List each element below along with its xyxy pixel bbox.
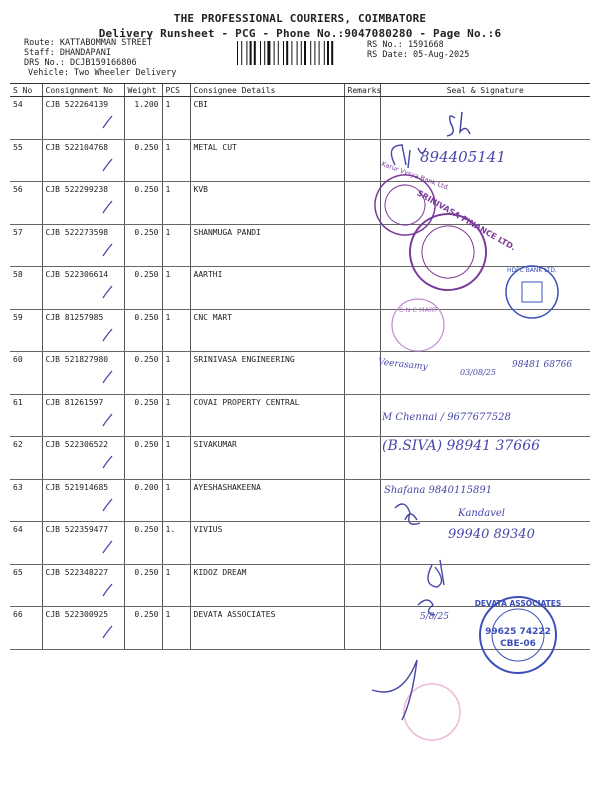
tick-mark-icon: [102, 158, 114, 172]
col-consignment: Consignment No: [42, 84, 124, 97]
cell-weight: 0.250: [124, 224, 162, 267]
cell-consignee: AYESHASHAKEENA: [190, 479, 344, 522]
cell-sno: 54: [10, 97, 42, 140]
barcode-bar: [291, 41, 292, 65]
cell-weight: 0.250: [124, 607, 162, 650]
table-row: [10, 182, 590, 225]
consignment-number: CJB 522104768: [45, 142, 109, 152]
cell-consignment: [42, 522, 124, 565]
handwriting-55: 894405141: [420, 148, 506, 166]
cell-pcs: 1: [162, 394, 190, 437]
barcode-bar: [264, 41, 265, 65]
cell-consignee: KIDOZ DREAM: [190, 564, 344, 607]
cell-weight: 1.200: [124, 97, 162, 140]
cell-sno: 56: [10, 182, 42, 225]
cell-seal-signature: [380, 309, 590, 352]
cell-sno: 59: [10, 309, 42, 352]
svg-text:99625 74222: 99625 74222: [485, 627, 551, 637]
cell-consignee: VIVIUS: [190, 522, 344, 565]
cell-consignment: [42, 352, 124, 395]
col-sno: S No: [10, 84, 42, 97]
drs-no: DRS No.: DCJB159166806: [24, 58, 137, 68]
cell-consignee: DEVATA ASSOCIATES: [190, 607, 344, 650]
tick-mark-icon: [102, 243, 114, 257]
handwriting-62b: (B.SIVA) 98941 37666: [382, 438, 541, 454]
svg-text:Karur Vysya Bank Ltd.: Karur Vysya Bank Ltd.: [380, 159, 451, 192]
rs-date: RS Date: 05-Aug-2025: [367, 50, 470, 60]
cell-sno: 65: [10, 564, 42, 607]
cell-consignee: KVB: [190, 182, 344, 225]
cell-remarks: [344, 394, 380, 437]
cell-consignment: [42, 607, 124, 650]
cell-sno: 55: [10, 139, 42, 182]
cell-pcs: 1: [162, 97, 190, 140]
tick-mark-icon: [102, 455, 114, 469]
tick-mark-icon: [102, 200, 114, 214]
barcode-bar: [304, 41, 306, 65]
consignment-number: CJB 81257985: [45, 312, 104, 322]
cell-pcs: 1: [162, 352, 190, 395]
cell-remarks: [344, 97, 380, 140]
faint-stamp: [404, 684, 460, 740]
cell-remarks: [344, 352, 380, 395]
barcode-bar: [274, 41, 275, 65]
cell-sno: 64: [10, 522, 42, 565]
cell-weight: 0.250: [124, 267, 162, 310]
cell-sno: 57: [10, 224, 42, 267]
cell-remarks: [344, 182, 380, 225]
barcode-bar: [301, 41, 302, 65]
table-row: [10, 309, 590, 352]
tick-mark-icon: [102, 328, 114, 342]
barcode-bar: [310, 41, 311, 65]
company-title: THE PROFESSIONAL COURIERS, COIMBATORE: [173, 12, 427, 25]
cell-remarks: [344, 309, 380, 352]
runsheet-subtitle: Delivery Runsheet - PCG - Phone No.:9047080280 - Page No.:6: [98, 27, 502, 40]
cell-consignment: [42, 182, 124, 225]
barcode-bar: [241, 41, 242, 65]
cell-remarks: [344, 522, 380, 565]
cell-consignment: [42, 437, 124, 480]
cell-consignee: SRINIVASA ENGINEERING: [190, 352, 344, 395]
barcode-bar: [286, 41, 288, 65]
cell-pcs: 1: [162, 309, 190, 352]
cell-remarks: [344, 437, 380, 480]
cell-sno: 61: [10, 394, 42, 437]
handwriting-60c: 98481 68766: [512, 360, 573, 370]
table-header-row: [10, 84, 590, 97]
cell-pcs: 1: [162, 267, 190, 310]
cell-seal-signature: [380, 267, 590, 310]
cell-pcs: 1: [162, 139, 190, 182]
cell-consignee: CBI: [190, 97, 344, 140]
cell-consignee: COVAI PROPERTY CENTRAL: [190, 394, 344, 437]
table-row: [10, 97, 590, 140]
consignment-number: CJB 522306522: [45, 440, 109, 449]
cell-consignee: AARTHI: [190, 267, 344, 310]
handwriting-64: Kandavel: [458, 508, 506, 519]
bottom-scribble: [372, 660, 417, 720]
consignment-number: CJB 522300925: [45, 610, 109, 619]
cell-remarks: [344, 224, 380, 267]
tick-mark-icon: [102, 370, 114, 384]
barcode-bar: [314, 41, 315, 65]
consignment-number: CJB 522359477: [45, 525, 109, 534]
tick-mark-icon: [102, 498, 114, 512]
col-seal-signature: Seal & Signature: [380, 84, 590, 97]
header-right: [367, 40, 469, 60]
cell-weight: 0.250: [124, 394, 162, 437]
svg-text:CBE-06: CBE-06: [500, 639, 536, 649]
handwriting-65: 99940 89340: [448, 527, 535, 542]
consignment-number: CJB 522264139: [45, 100, 109, 109]
cell-remarks: [344, 479, 380, 522]
cell-sno: 63: [10, 479, 42, 522]
cell-weight: 0.250: [124, 352, 162, 395]
col-weight: Weight: [124, 84, 162, 97]
col-remarks: Remarks: [344, 84, 380, 97]
barcode-bar: [260, 41, 261, 65]
barcode-bar: [331, 41, 333, 65]
cell-weight: 0.250: [124, 522, 162, 565]
consignment-number: CJB 81261597: [45, 397, 104, 407]
rs-no: RS No.: 1591668: [367, 40, 444, 50]
table-row: [10, 564, 590, 607]
consignment-number: CJB 522306614: [45, 270, 109, 279]
barcode-bar: [283, 41, 284, 65]
tick-mark-icon: [102, 625, 114, 639]
runsheet-table: [10, 83, 590, 650]
consignment-number: CJB 522299238: [45, 185, 109, 194]
svg-text:C N C MART: C N C MART: [398, 306, 438, 314]
handwriting-63: Shafana 9840115891: [384, 485, 493, 496]
svg-text:SRINIVASA FINANCE LTD.: SRINIVASA FINANCE LTD.: [415, 188, 518, 253]
cell-consignment: [42, 564, 124, 607]
header-left: [24, 38, 176, 78]
tick-mark-icon: [102, 285, 114, 299]
cell-pcs: 1: [162, 479, 190, 522]
barcode-bar: [327, 41, 329, 65]
cell-pcs: 1: [162, 182, 190, 225]
route: Route: KATTABOMMAN STREET: [24, 38, 152, 48]
cell-weight: 0.250: [124, 564, 162, 607]
handwriting-62a: M Chennai / 9677677528: [382, 412, 511, 423]
cell-pcs: 1.: [162, 522, 190, 565]
table-row: [10, 607, 590, 650]
consignment-number: CJB 522273598: [45, 227, 109, 237]
consignment-number: CJB 521827980: [45, 355, 109, 364]
staff: Staff: DHANDAPANI: [24, 48, 111, 58]
cell-remarks: [344, 564, 380, 607]
handwriting-66: 5/8/25: [420, 612, 449, 622]
tick-mark-icon: [102, 115, 114, 129]
col-pcs: PCS: [162, 84, 190, 97]
cell-consignee: CNC MART: [190, 309, 344, 352]
cell-sno: 62: [10, 437, 42, 480]
consignment-number: CJB 521914685: [45, 482, 109, 492]
cell-seal-signature: [380, 564, 590, 607]
cell-consignment: [42, 139, 124, 182]
tick-mark-icon: [102, 583, 114, 597]
cell-seal-signature: [380, 97, 590, 140]
barcode-bar: [297, 41, 298, 65]
cell-seal-signature: [380, 182, 590, 225]
cell-sno: 58: [10, 267, 42, 310]
cell-weight: 0.250: [124, 182, 162, 225]
tick-mark-icon: [102, 540, 114, 554]
cell-pcs: 1: [162, 437, 190, 480]
cell-consignee: SIVAKUMAR: [190, 437, 344, 480]
barcode-bar: [267, 41, 270, 65]
col-consignee: Consignee Details: [190, 84, 344, 97]
svg-text:HDFC BANK LTD.: HDFC BANK LTD.: [507, 267, 557, 274]
cell-remarks: [344, 607, 380, 650]
cell-remarks: [344, 139, 380, 182]
consignment-number: CJB 522348227: [45, 567, 109, 577]
vehicle: Vehicle: Two Wheeler Delivery: [28, 68, 177, 78]
table-row: [10, 224, 590, 267]
svg-text:DEVATA ASSOCIATES: DEVATA ASSOCIATES: [474, 599, 562, 608]
cell-sno: 60: [10, 352, 42, 395]
handwriting-60b: 03/08/25: [460, 368, 496, 377]
cell-weight: 0.250: [124, 437, 162, 480]
cell-consignment: [42, 394, 124, 437]
cell-consignment: [42, 267, 124, 310]
barcode-bar: [319, 41, 320, 65]
table-row: [10, 352, 590, 395]
handwriting-60a: Veerasamy: [377, 357, 428, 373]
cell-consignee: SHANMUGA PANDI: [190, 224, 344, 267]
cell-consignment: [42, 224, 124, 267]
cell-seal-signature: [380, 607, 590, 650]
cell-consignment: [42, 97, 124, 140]
cell-weight: 0.250: [124, 309, 162, 352]
cell-pcs: 1: [162, 564, 190, 607]
cell-seal-signature: [380, 224, 590, 267]
barcode-bar: [246, 41, 247, 65]
barcode-bar: [278, 41, 279, 65]
barcode-bar: [324, 41, 325, 65]
cell-pcs: 1: [162, 224, 190, 267]
cell-consignment: [42, 479, 124, 522]
cell-remarks: [344, 267, 380, 310]
cell-weight: 0.200: [124, 479, 162, 522]
table-row: [10, 267, 590, 310]
barcode-bar: [237, 41, 238, 65]
barcode-icon: [237, 41, 363, 65]
cell-weight: 0.250: [124, 139, 162, 182]
cell-consignment: [42, 309, 124, 352]
cell-sno: 66: [10, 607, 42, 650]
barcode-bar: [254, 41, 256, 65]
tick-mark-icon: [102, 413, 114, 427]
barcode-bar: [250, 41, 252, 65]
cell-consignee: METAL CUT: [190, 139, 344, 182]
cell-pcs: 1: [162, 607, 190, 650]
